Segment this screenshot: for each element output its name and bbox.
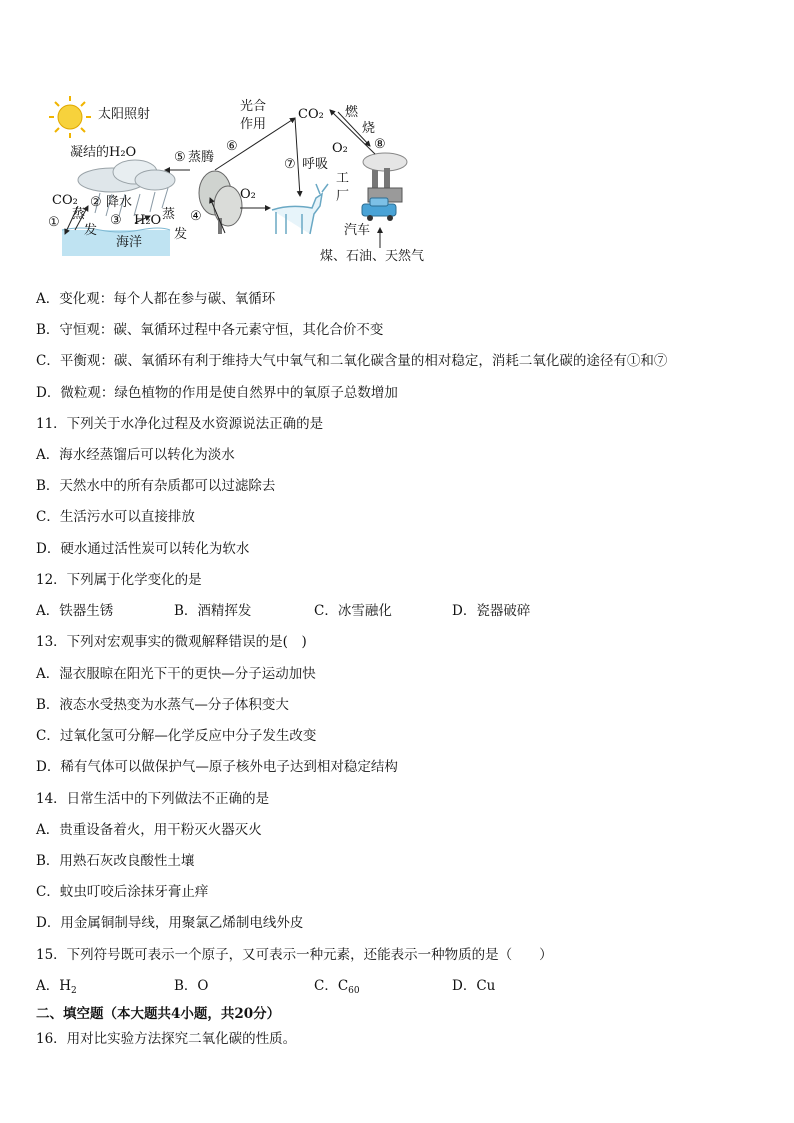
q16-stem: 16．用对比实验方法探究二氧化碳的性质。 xyxy=(36,1031,297,1047)
combustion-label-1: 燃 xyxy=(345,105,359,120)
section-2-heading: 二、填空题（本大题共4小题，共20分） xyxy=(36,1006,281,1022)
q14-option-c: C．蚊虫叮咬后涂抹牙膏止痒 xyxy=(36,884,209,900)
factory-icon xyxy=(363,153,407,202)
evaporation-2-char-1: 蒸 xyxy=(162,207,176,222)
q15-option-b: B．O xyxy=(174,978,209,994)
step-3-label: ③ xyxy=(110,213,122,228)
co2-top-label: CO₂ xyxy=(298,107,324,122)
q12-option-c: C．冰雪融化 xyxy=(314,603,392,619)
o2-mid-label: O₂ xyxy=(240,187,256,202)
q15-stem: 15．下列符号既可表示一个原子，又可表示一种元素，还能表示一种物质的是（ ） xyxy=(36,947,553,963)
q11-option-d: D．硬水通过活性炭可以转化为软水 xyxy=(36,541,250,557)
h2o-mid-label: H₂O xyxy=(134,213,162,228)
q11-stem: 11．下列关于水净化过程及水资源说法正确的是 xyxy=(36,416,324,432)
fuels-label: 煤、石油、天然气 xyxy=(320,249,425,264)
step-8-label: ⑧ xyxy=(374,137,386,152)
carbon-oxygen-cycle-diagram xyxy=(40,88,480,270)
evaporation-1-char-2: 发 xyxy=(84,223,98,238)
q13-option-c: C．过氧化氢可分解—化学反应中分子发生改变 xyxy=(36,728,317,744)
q15-option-a-text: A．H xyxy=(36,978,72,994)
car-label: 汽车 xyxy=(344,223,371,238)
evaporation-1-char-1: 蒸 xyxy=(72,207,86,222)
q14-option-b: B．用熟石灰改良酸性土壤 xyxy=(36,853,195,869)
factory-label-2: 厂 xyxy=(336,189,350,204)
step-7-label: ⑦ xyxy=(284,157,296,172)
q11-option-c: C．生活污水可以直接排放 xyxy=(36,509,195,525)
photosynthesis-label-1: 光合 xyxy=(240,99,267,114)
q15-option-c-subscript: 60 xyxy=(348,986,360,996)
q10-option-d: D．微粒观：绿色植物的作用是使自然界中的氧原子总数增加 xyxy=(36,385,398,401)
q13-option-b: B．液态水受热变为水蒸气—分子体积变大 xyxy=(36,697,289,713)
co2-left-label: CO₂ xyxy=(52,193,78,208)
step-4-label: ④ xyxy=(190,209,202,224)
transpiration-label: 蒸腾 xyxy=(188,150,215,165)
o2-right-label: O₂ xyxy=(332,141,348,156)
photosynthesis-label-2: 作用 xyxy=(240,117,267,132)
q13-option-a: A．湿衣服晾在阳光下干的更快—分子运动加快 xyxy=(36,666,316,682)
condensed-water-label: 凝结的H₂O xyxy=(70,145,137,160)
q11-option-a: A．海水经蒸馏后可以转化为淡水 xyxy=(36,447,235,463)
q15-option-a xyxy=(36,977,77,1000)
step-6-label: ⑥ xyxy=(226,139,238,154)
q12-option-d: D．瓷器破碎 xyxy=(452,603,531,619)
step-5-label: ⑤ xyxy=(174,150,186,165)
ocean-label: 海洋 xyxy=(116,235,143,250)
q14-option-d: D．用金属铜制导线，用聚氯乙烯制电线外皮 xyxy=(36,915,304,931)
q14-stem: 14．日常生活中的下列做法不正确的是 xyxy=(36,791,270,807)
q12-option-b: B．酒精挥发 xyxy=(174,603,252,619)
step-2-label: ② xyxy=(90,195,102,210)
q15-option-c-text: C．C xyxy=(314,978,349,994)
q15-option-d: D．Cu xyxy=(452,978,496,994)
step-1-label: ① xyxy=(48,215,60,230)
q14-option-a: A．贵重设备着火，用干粉灭火器灭火 xyxy=(36,822,262,838)
q12-stem: 12．下列属于化学变化的是 xyxy=(36,572,202,588)
q10-option-b: B．守恒观：碳、氧循环过程中各元素守恒，其化合价不变 xyxy=(36,322,384,338)
evaporation-2-char-2: 发 xyxy=(174,227,188,242)
respiration-label: 呼吸 xyxy=(302,157,329,172)
q12-option-a: A．铁器生锈 xyxy=(36,603,114,619)
q13-option-d: D．稀有气体可以做保护气—原子核外电子达到相对稳定结构 xyxy=(36,759,398,775)
sun-icon xyxy=(49,96,91,138)
cloud-icon xyxy=(78,160,175,192)
rain-label: 降水 xyxy=(106,195,133,210)
q11-option-b: B．天然水中的所有杂质都可以过滤除去 xyxy=(36,478,276,494)
combustion-label-2: 烧 xyxy=(362,121,376,136)
q13-stem: 13．下列对宏观事实的微观解释错误的是( ) xyxy=(36,634,307,650)
factory-label-1: 工 xyxy=(336,171,350,186)
q15-option-a-subscript: 2 xyxy=(71,986,77,996)
q10-option-c: C．平衡观：碳、氧循环有利于维持大气中氧气和二氧化碳含量的相对稳定，消耗二氧化碳的途径有①和⑦ xyxy=(36,353,668,369)
sun-label: 太阳照射 xyxy=(98,107,151,122)
q10-option-a: A．变化观：每个人都在参与碳、氧循环 xyxy=(36,291,276,307)
q15-option-c xyxy=(314,977,360,1000)
tree-icon xyxy=(199,171,242,234)
